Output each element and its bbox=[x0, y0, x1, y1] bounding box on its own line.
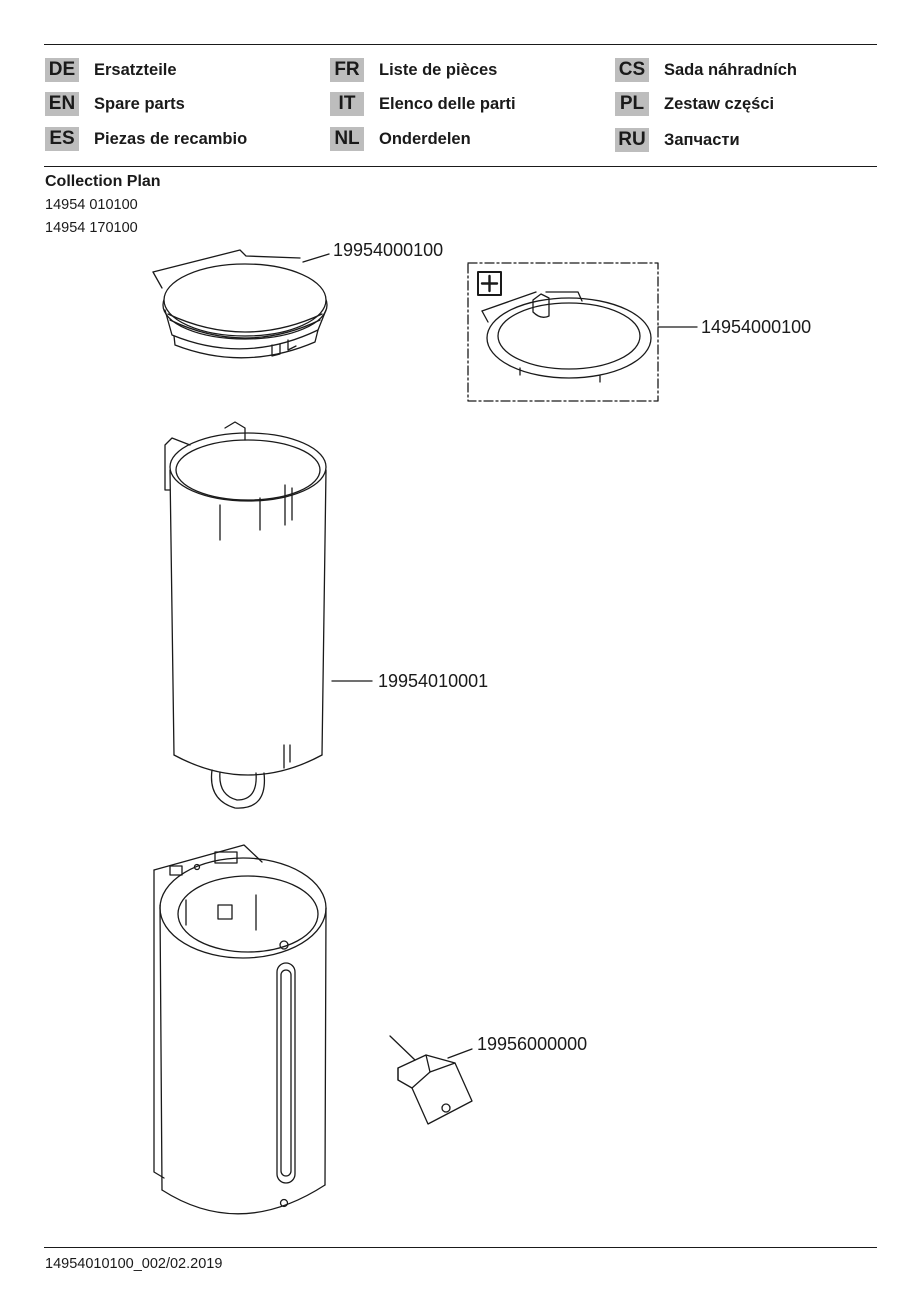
lang-label: Onderdelen bbox=[379, 129, 471, 148]
lang-code: NL bbox=[330, 127, 364, 151]
lid-drawing bbox=[153, 250, 329, 358]
lid-insert-set-drawing bbox=[468, 263, 697, 401]
part-number: 19954010001 bbox=[378, 671, 489, 691]
lang-code: ES bbox=[45, 127, 79, 151]
lang-code: PL bbox=[615, 92, 649, 116]
lang-code: DE bbox=[45, 58, 79, 82]
lang-label: Sada náhradních bbox=[664, 60, 797, 79]
lang-code: CS bbox=[615, 58, 649, 82]
lang-label: Ersatzteile bbox=[94, 60, 177, 79]
lang-label: Spare parts bbox=[94, 94, 185, 113]
article-number: 14954 010100 bbox=[45, 197, 138, 213]
lang-code: FR bbox=[330, 58, 364, 82]
lang-label: Liste de pièces bbox=[379, 60, 498, 79]
inner-cylinder-drawing bbox=[165, 422, 372, 808]
lang-label: Запчасти bbox=[664, 130, 740, 149]
lang-label: Zestaw części bbox=[664, 94, 775, 113]
lang-code: EN bbox=[45, 92, 79, 116]
lang-code: IT bbox=[330, 92, 364, 116]
lang-code: RU bbox=[615, 128, 649, 152]
sensor-bracket-drawing bbox=[390, 1036, 472, 1124]
part-number: 19956000000 bbox=[477, 1034, 588, 1054]
doc-title: Collection Plan bbox=[45, 173, 161, 190]
plus-box-icon bbox=[478, 272, 501, 295]
lang-label: Elenco delle parti bbox=[379, 94, 516, 113]
footer-document-code: 14954010100_002/02.2019 bbox=[45, 1256, 223, 1272]
part-number: 19954000100 bbox=[333, 240, 444, 260]
part-number: 14954000100 bbox=[701, 317, 812, 337]
article-number: 14954 170100 bbox=[45, 220, 138, 236]
lang-label: Piezas de recambio bbox=[94, 129, 248, 148]
outer-housing-drawing bbox=[154, 845, 326, 1214]
